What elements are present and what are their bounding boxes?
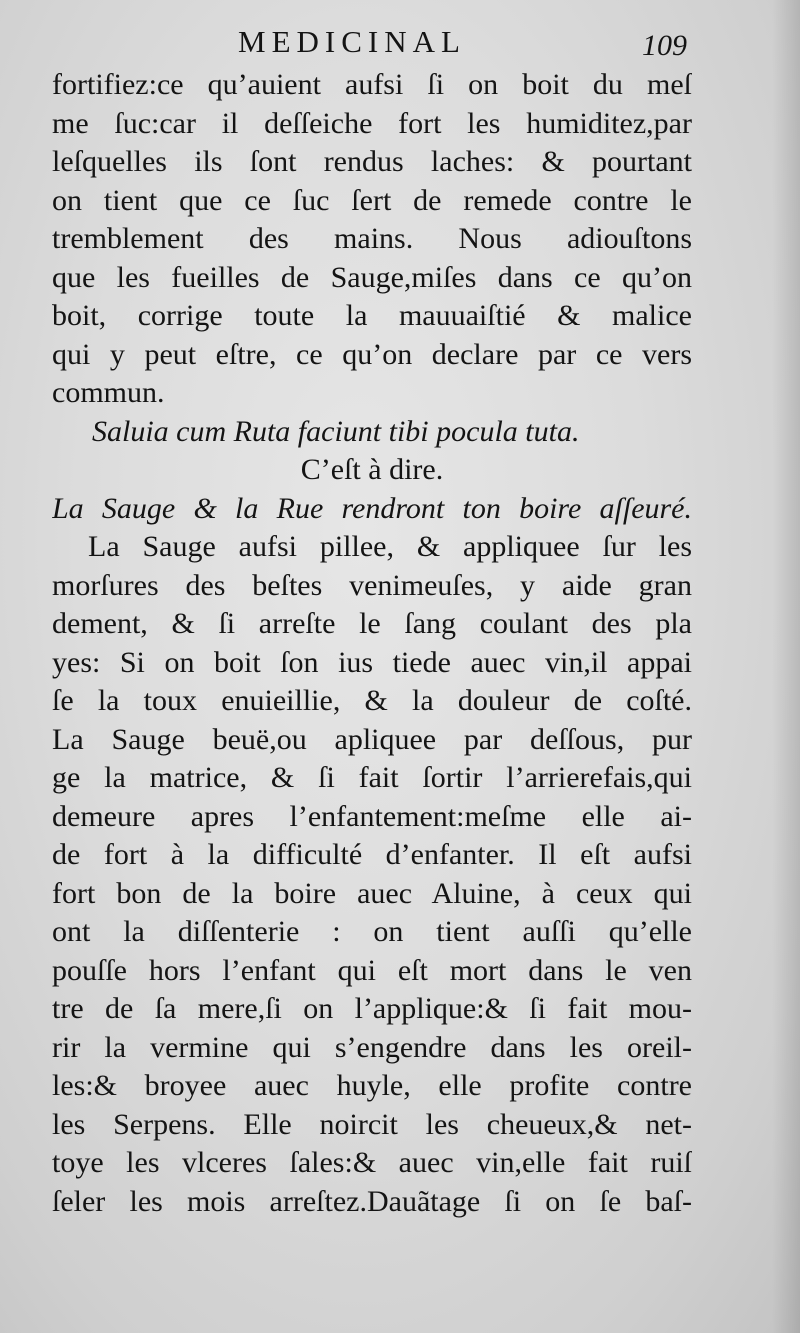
- text-line: ont la diſſenterie : on tient auſſi qu’elle: [52, 915, 692, 948]
- text-line: La Sauge beuë,ou apliquee par deſſous, pur: [52, 722, 692, 756]
- text-line: commun.: [52, 376, 165, 409]
- text-line: me ſuc:car il deſſeiche fort les humiditez,par: [52, 106, 692, 140]
- text-line: rir la vermine qui s’engendre dans les oreil-: [52, 1030, 692, 1064]
- text-line: on tient que ce ſuc ſert de remede contre le: [52, 183, 692, 217]
- text-line: ſe la toux enuieillie, & la douleur de coſté.: [52, 684, 692, 717]
- verse-translation-heading: C’eſt à dire.: [300, 453, 444, 486]
- page-number: 109: [642, 29, 687, 62]
- running-title: MEDICINAL: [238, 24, 466, 59]
- text-line: tremblement des mains. Nous adiouſtons: [52, 222, 692, 255]
- latin-verse: Saluia cum Ruta faciunt tibi pocula tuta.: [92, 414, 580, 448]
- text-line: que les fueilles de Sauge,miſes dans ce qu’on: [52, 260, 692, 294]
- text-line: yes: Si on boit ſon ius tiede auec vin,il appai: [52, 645, 692, 679]
- text-line: les:& broyee auec huyle, elle profite contre: [52, 1069, 692, 1102]
- body-text: [52, 66, 692, 1221]
- text-line: La Sauge aufsi pillee, & appliquee ſur les: [88, 530, 692, 563]
- text-line: dement, & ſi arreſte le ſang coulant des pla: [52, 607, 692, 640]
- running-head: [0, 22, 800, 62]
- text-line: leſquelles ils ſont rendus laches: & pourtant: [52, 145, 692, 178]
- text-line: ſeler les mois arreſtez.Dauãtage ſi on ſe baſ-: [52, 1184, 692, 1218]
- text-line: toye les vlceres ſales:& auec vin,elle fait ruiſ: [52, 1146, 692, 1179]
- text-line: boit, corrige toute la mauuaiſtié & malice: [52, 299, 692, 332]
- text-line: tre de ſa mere,ſi on l’applique:& ſi fait mou-: [52, 992, 692, 1025]
- text-line: morſures des beſtes venimeuſes, y aide gran: [52, 568, 692, 602]
- text-line: pouſſe hors l’enfant qui eſt mort dans le ven: [52, 953, 692, 987]
- text-line: fortifiez:ce qu’auient aufsi ſi on boit du meſ: [52, 68, 692, 101]
- text-line: de fort à la difficulté d’enfanter. Il eſt aufsi: [52, 838, 692, 871]
- page-edge-shadow: [772, 0, 800, 1333]
- french-verse: La Sauge & la Rue rendront ton boire aſſeuré.: [52, 491, 692, 525]
- text-line: fort bon de la boire auec Aluine, à ceux qui: [52, 876, 692, 910]
- text-line: demeure apres l’enfantement:meſme elle ai-: [52, 799, 692, 833]
- text-line: les Serpens. Elle noircit les cheueux,& net-: [52, 1107, 692, 1141]
- text-line: qui y peut eſtre, ce qu’on declare par ce vers: [52, 337, 692, 371]
- text-line: ge la matrice, & ſi fait ſortir l’arrierefais,qui: [52, 761, 692, 794]
